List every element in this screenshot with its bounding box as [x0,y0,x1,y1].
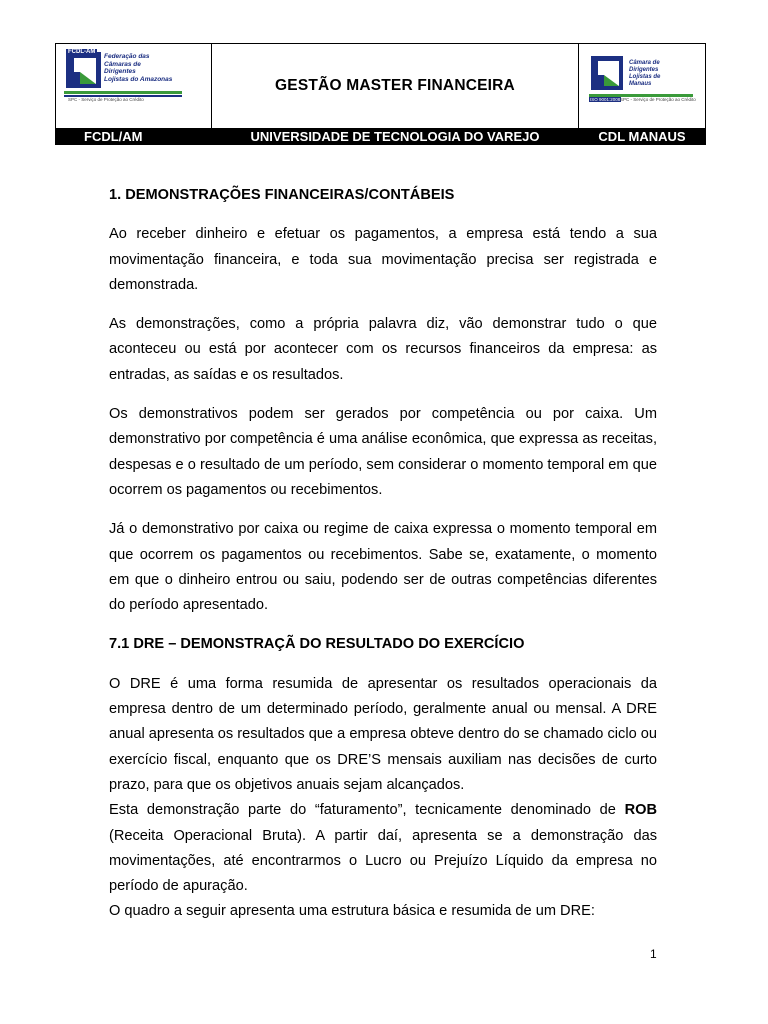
fcdl-green-stripe [64,91,182,94]
fcdl-logo-text: Federação das Câmaras de Dirigentes Lojistas do Amazonas [104,53,173,83]
fcdl-tag: FCDL-AM [68,49,96,55]
cdl-logo-text: Câmara de Dirigentes Lojistas de Manaus [629,60,661,87]
paragraph-5: O DRE é uma forma resumida de apresentar os resultados operacionais da empresa dentro de um determinado período, geralmente anual ou mensal. A DRE anual apresenta os resultados que a empresa obteve dentro do se chamado ciclo ou exercício fiscal, enquanto que os DRE’S mensais auxiliam nas decisões de curto prazo, para que os objetivos anuais sejam alcançados. [109,675,657,793]
header-title-cell [212,44,578,128]
header-bar-left: FCDL/AM [84,129,143,144]
cdl-logo-subtitle: SPC - Serviço de Proteção ao Crédito [620,97,696,102]
cdl-logo-mark [591,56,623,90]
fcdl-logo-mark [66,52,101,88]
header-bar [56,128,705,145]
paragraph-4: Já o demonstrativo por caixa ou regime de caixa expressa o momento temporal em que ocorrem os pagamentos ou recebimentos. Sabe se, exatamente, o momento em que o dinheiro entrou ou saiu, podendo ser de outras competências diferentes do período apresentado. [109,521,657,614]
section-heading-1: 1. DEMONSTRAÇÕES FINANCEIRAS/CONTÁBEIS [109,187,455,203]
paragraph-2: As demonstrações, como a própria palavra diz, vão demonstrar tudo o que aconteceu ou está por acontecer com os recursos financeiros da empresa: as entradas, as saídas e os resultados. [109,316,657,383]
document-body [109,183,657,925]
cdl-iso-badge: ISO 9001:2008 [590,97,621,102]
paragraph-6: Esta demonstração parte do “faturamento”, tecnicamente denominado de ROB (Receita Operacional Bruta). A partir daí, apresenta se a demonstração das movimentações, até encontrarmos o Lucro ou Prejuízo Líquido da empresa no período de apuração. [109,802,657,895]
fcdl-logo-cell [56,44,212,128]
paragraph-1: Ao receber dinheiro e efetuar os pagamentos, a empresa está tendo a sua movimentação financeira, e toda sua movimentação precisa ser registrada e demonstrada. [109,226,657,293]
header-bar-right: CDL MANAUS [598,129,686,144]
document-header [55,43,706,145]
fcdl-logo [62,49,207,123]
paragraph-7: O quadro a seguir apresenta uma estrutura básica e resumida de um DRE: [109,903,595,920]
cdl-logo [587,52,699,116]
cdl-logo-cell [578,44,705,128]
fcdl-logo-subtitle: SPC - Serviço de Proteção ao Crédito [68,97,144,102]
section-heading-2: 7.1 DRE – DEMONSTRAÇÃ DO RESULTADO DO EXERCÍCIO [109,636,525,653]
page-number: 1 [650,947,657,961]
document-title: GESTÃO MASTER FINANCEIRA [275,77,515,94]
rob-term: ROB [624,802,657,819]
header-bar-center: UNIVERSIDADE DE TECNOLOGIA DO VAREJO [250,129,540,144]
paragraph-3: Os demonstrativos podem ser gerados por competência ou por caixa. Um demonstrativo por competência é uma análise econômica, que expressa as receitas, despesas e o resultado de um período, sem considerar o momento temporal em que ocorrem os pagamentos ou recebimentos. [109,406,657,498]
